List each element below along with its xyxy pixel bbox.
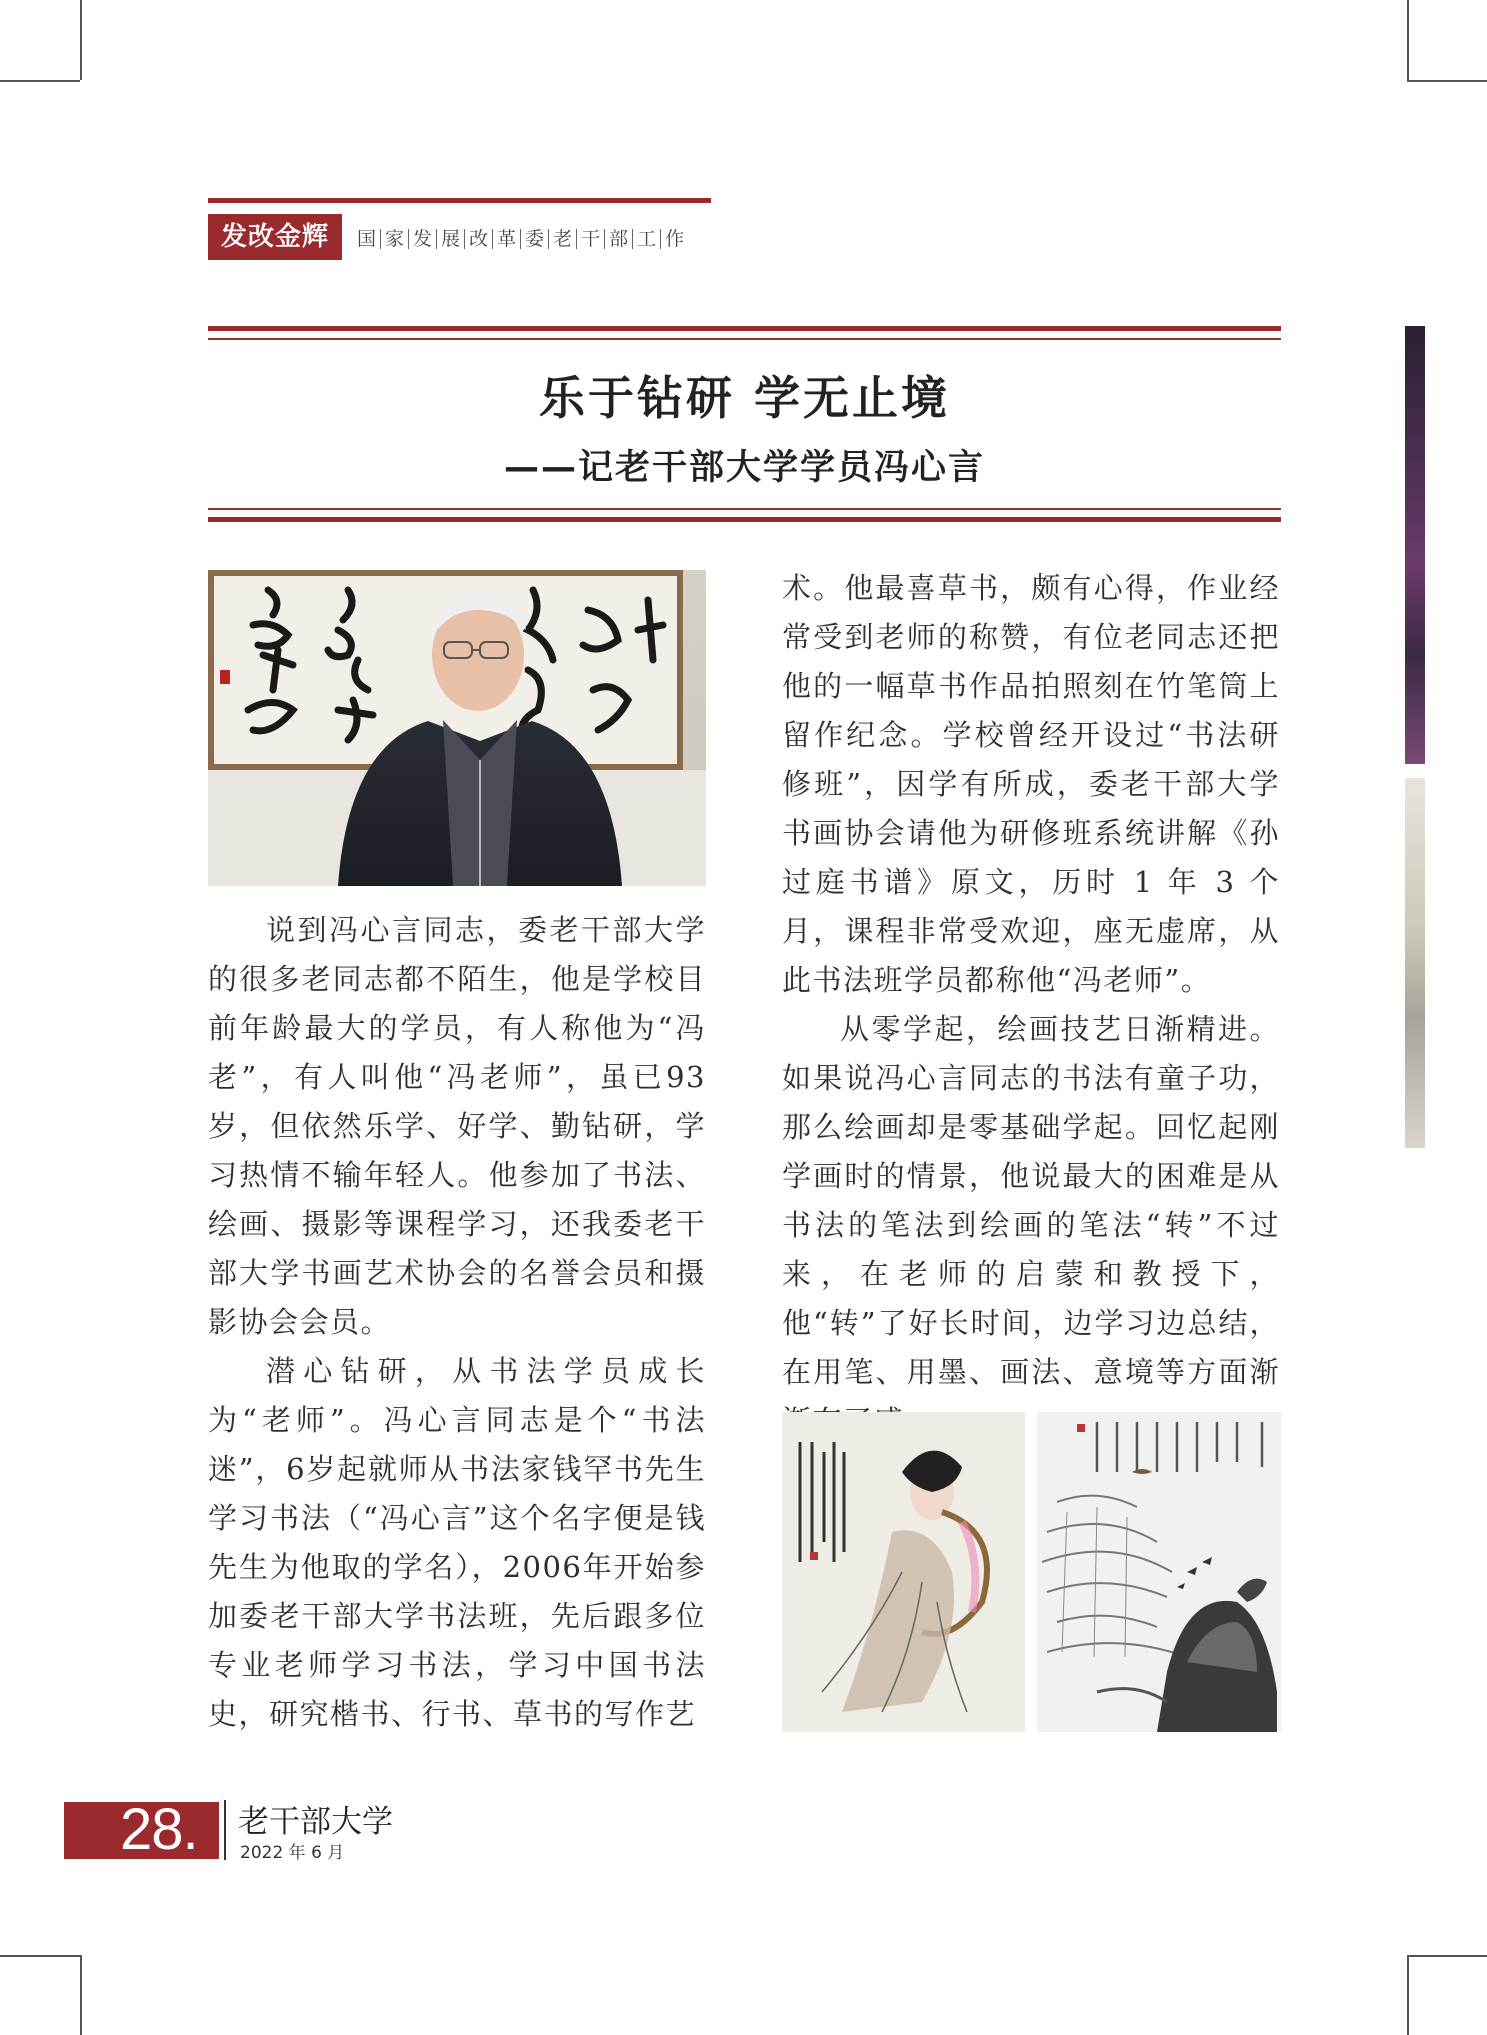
- body-paragraph: 从零学起，绘画技艺日渐精进。如果说冯心言同志的书法有童子功，那么绘画却是零基础学起。回忆起刚学画时的情景，他说最大的困难是从书法的笔法到绘画的笔法“转”不过来，在老师的启蒙和教授下，他“转”了好长时间，边学习边总结，在用笔、用墨、画法、意境等方面渐: [782, 1012, 1280, 1389]
- header-top-line: [208, 198, 711, 203]
- article-subtitle: ——记老干部大学学员冯心言: [503, 448, 985, 488]
- category-char: 工: [633, 229, 661, 249]
- category-char: 发: [409, 229, 437, 249]
- portrait-photo: [208, 570, 706, 886]
- issue-date: 2022 年 6 月: [240, 1843, 345, 1863]
- category-char: 作: [665, 228, 685, 250]
- article-title: 乐于钻研 学无止境: [538, 371, 950, 425]
- category-char: 国: [353, 229, 381, 249]
- body-paragraph: 术。他最喜草书，颇有心得，作业经常受到老师的称赞，有位老同志还把他的一幅草书作品拍照刻在竹笔筒上留作纪念。学校曾经开设过“书法研修班”，因学有所成，委老干部大学书画协会请他为研修班系统讲解《孙过庭书谱》原文，历时 1 年 3 个月，课程非常受欢迎，座无虚席，从此书法班学员都称他“冯老师”。: [782, 571, 1280, 997]
- crop-mark-tr-v: [1407, 0, 1409, 80]
- crop-mark-br-h: [1407, 1955, 1487, 1957]
- category-char: 革: [493, 229, 521, 249]
- category-char: 委: [521, 229, 549, 249]
- adjacent-page-sliver: [1405, 778, 1425, 1148]
- category-char: 展: [437, 229, 465, 249]
- category-char: 改: [465, 229, 493, 249]
- section-badge: 发改金辉: [208, 214, 342, 260]
- crop-mark-br-v: [1407, 1955, 1409, 2035]
- crop-mark-bl-h: [0, 1955, 80, 1957]
- category-char: 部: [605, 229, 633, 249]
- crop-mark-bl-v: [80, 1955, 82, 2035]
- section-category: [353, 226, 688, 252]
- body-paragraph: 说到冯心言同志，委老干部大学的很多老同志都不陌生，他是学校目前年龄最大的学员，有人称他为“冯老”，有人叫他“冯老师”，虽已93岁，但依然乐学、好学、勤钻研，学习热情不输年轻人。他参加了书法、绘画、摄影等课程学习，还我委老干部大学书画艺术协会的名誉会员和摄影协会会员。: [208, 913, 706, 1339]
- article-body-left: [208, 906, 706, 1739]
- page-number: 28.: [120, 1797, 198, 1862]
- painting-lady-with-harp: [782, 1412, 1025, 1732]
- title-rule-bottom-thin: [208, 508, 1281, 510]
- magazine-name: 老干部大学: [238, 1804, 393, 1840]
- category-char: 家: [381, 229, 409, 249]
- category-char: 老: [549, 229, 577, 249]
- title-rule-bottom-thick: [208, 517, 1281, 522]
- crop-mark-tr-h: [1407, 80, 1487, 82]
- article-body-right: [782, 564, 1280, 1446]
- title-rule-top-thin: [208, 338, 1281, 340]
- adjacent-page-sliver: [1405, 326, 1425, 764]
- painting-reeds-and-birds: [1037, 1412, 1281, 1732]
- category-char: 干: [577, 229, 605, 249]
- crop-mark-tl-h: [0, 80, 80, 82]
- footer-divider: [224, 1800, 226, 1860]
- crop-mark-tl-v: [80, 0, 82, 80]
- body-paragraph: 潜心钻研，从书法学员成长为“老师”。冯心言同志是个“书法迷”，6岁起就师从书法家钱罕书先生学习书法（“冯心言”这个名字便是钱先生为他取的学名），2006年开始参加委老干部大学书法班，先后跟多位专业老师学习书法，学习中国书法史，研究楷书、行书、草书的写作艺: [208, 1354, 706, 1731]
- title-rule-top-thick: [208, 326, 1281, 331]
